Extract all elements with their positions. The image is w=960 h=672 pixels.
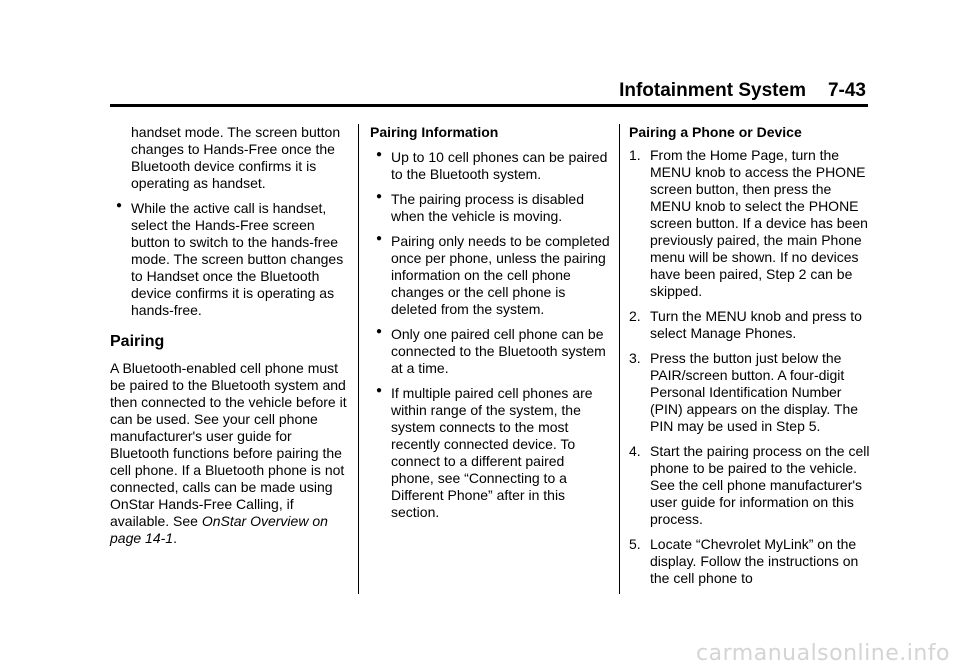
pairing-device-subheading: Pairing a Phone or Device (629, 124, 802, 140)
pairing-paragraph (110, 360, 348, 547)
step-text: Locate “Chevrolet MyLink” on the display. Follow the instructions on the cell phone to (650, 536, 859, 586)
list-item (110, 200, 348, 319)
step-text: Press the button just below the PAIR/screen button. A four-digit Personal Identification Number (PIN) appears on the display. The PIN may be used in Step 5. (650, 350, 859, 434)
step-number: 3. (629, 350, 641, 366)
column-divider-1 (358, 124, 359, 594)
step-number: 5. (629, 536, 641, 552)
header-rule (110, 104, 868, 107)
bullet-text: Only one paired cell phone can be connected to the Bluetooth system at a time. (391, 326, 606, 376)
numbered-step (629, 443, 871, 528)
column-divider-2 (619, 124, 620, 594)
list-item (370, 191, 610, 225)
bullet-text: If multiple paired cell phones are within range of the system, the system connects to the most recently connected device. To connect to a different paired phone, see “Connecting to a Different Phone” after in this section. (391, 385, 593, 520)
numbered-step (629, 350, 871, 435)
step-number: 2. (629, 308, 641, 324)
column-1 (110, 124, 348, 547)
bullet-icon: ● (376, 326, 383, 337)
step-number: 1. (629, 147, 641, 163)
list-item (370, 385, 610, 521)
bullet-icon: ● (376, 385, 383, 396)
bullet-icon: ● (376, 233, 383, 244)
pairing-text: A Bluetooth-enabled cell phone must be paired to the Bluetooth system and then connected to the vehicle before it can be used. See your cell phone manufacturer's user guide for Bluetooth functions before pairing the cell phone. If a Bluetooth phone is not connected, calls can be made using OnStar Hands-Free Calling, if available. See (110, 360, 347, 529)
watermark: carmanualsonline.info (696, 641, 950, 666)
pairing-heading: Pairing (110, 333, 165, 350)
bullet-text: Pairing only needs to be completed once per phone, unless the pairing information on the cell phone changes or the cell phone is deleted from the system. (391, 233, 610, 317)
numbered-step (629, 536, 871, 587)
step-number: 4. (629, 443, 641, 459)
bullet-icon: ● (376, 191, 383, 202)
step-text: Turn the MENU knob and press to select Manage Phones. (650, 308, 862, 341)
list-item (370, 149, 610, 183)
numbered-step (629, 147, 871, 300)
section-title: Infotainment System (619, 80, 806, 101)
step-text: Start the pairing process on the cell phone to be paired to the vehicle. See the cell phone manufacturer's user guide for information on this process. (650, 443, 870, 527)
numbered-step (629, 308, 871, 342)
page-header (0, 78, 866, 104)
bullet-icon: ● (116, 200, 123, 211)
bullet-text: Up to 10 cell phones can be paired to the Bluetooth system. (391, 149, 608, 182)
page-number: 7-43 (827, 80, 866, 101)
bullet-text: The pairing process is disabled when the vehicle is moving. (391, 191, 584, 224)
bullet-text: While the active call is handset, select the Hands-Free screen button to switch to the hands-free mode. The screen button changes to Handset once the Bluetooth device confirms it is operating as hands-free. (131, 200, 344, 318)
step-text: From the Home Page, turn the MENU knob to access the PHONE screen button, then press the MENU knob to select the PHONE screen button. If a device has been previously paired, the main Phone menu will be shown. If no devices have been paired, Step 2 can be skipped. (650, 147, 868, 299)
bullet-icon: ● (376, 149, 383, 160)
pairing-text-end: . (173, 530, 177, 546)
list-item (370, 233, 610, 318)
list-item (370, 326, 610, 377)
column-2 (370, 124, 610, 521)
pairing-info-subheading: Pairing Information (370, 124, 499, 140)
column-3 (629, 124, 871, 587)
continued-paragraph: handset mode. The screen button changes to Hands-Free once the Bluetooth device confirms it is operating as handset. (131, 124, 341, 191)
onstar-reference-link[interactable]: OnStar Overview on page 14-1 (110, 513, 328, 546)
